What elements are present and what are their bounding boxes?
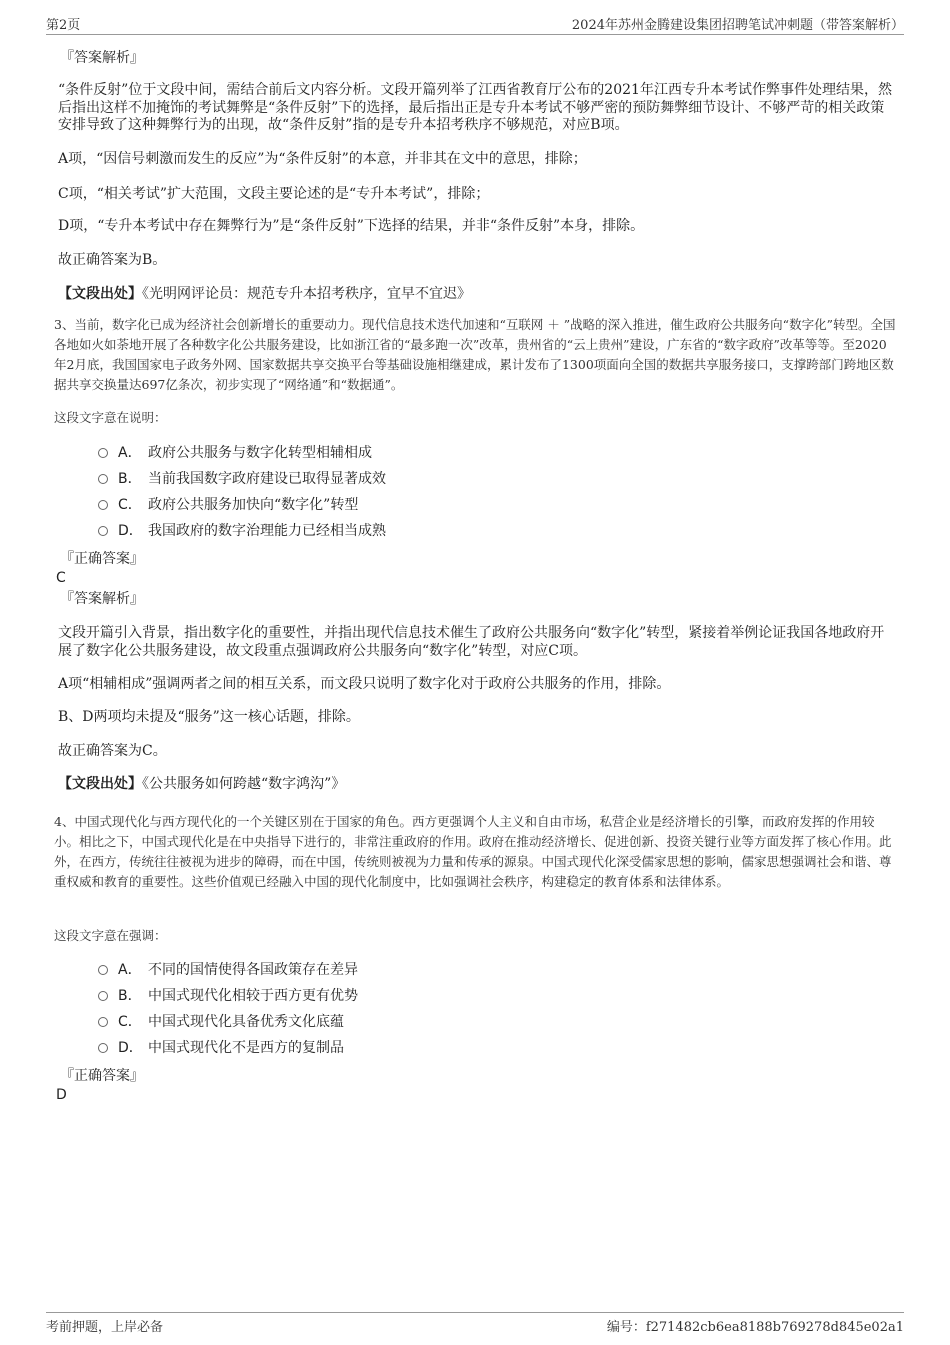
q3-analysis-main: 文段开篇引入背景，指出数字化的重要性，并指出现代信息技术催生了政府公共服务向“数字化”转型，紧接着举例论证我国各地政府开展了数字化公共服务建设，故文段重点强调政府公共服务向“数字化”转型，对应C项。 [58, 625, 885, 659]
q3-option-b[interactable]: B． 当前我国数字政府建设已取得显著成效 [98, 469, 386, 489]
radio-icon[interactable] [98, 474, 108, 484]
q4-option-d[interactable]: D． 中国式现代化不是西方的复制品 [98, 1038, 344, 1058]
q2-analysis-main: “条件反射”位于文段中间，需结合前后文内容分析。文段开篇列举了江西省教育厅公布的2021年江西专升本考试作弊事件处理结果，然后指出这样不加掩饰的考试舞弊是“条件反射”下的选择，最后指出正是专升本考试不够严密的预防舞弊细节设计、不够严苛的相关政策安排导致了这种舞弊行为的出现，故“条件反射”指的是专升本招考秩序不够规范，对应B项。 [58, 82, 892, 133]
radio-icon[interactable] [98, 448, 108, 458]
q2-analysis-a: A项，“因信号刺激而发生的反应”为“条件反射”的本意，并非其在文中的意思，排除； [58, 151, 587, 167]
q3-passage: 3、当前，数字化已成为经济社会创新增长的重要动力。现代信息技术迭代加速和“互联网 ＋ ”战略的深入推进，催生政府公共服务向“数字化”转型。全国各地如火如荼地开展了各种数字化公共服务建设，比如浙江省的“最多跑一次”改革，贵州省的“云上贵州”建设，广东省的“数字政府”改革等等。至2020年2月底，我国国家电子政务外网、国家数据共享交换平台等基础设施相继建成，累计发布了1300项面向全国的数据共享服务接口，支撑跨部门跨地区数据共享交换量达697亿条次，初步实现了“网络通”和“数据通”。 [54, 317, 896, 392]
q3-source-title: 《公共服务如何跨越“数字鸿沟”》 [142, 776, 346, 792]
q4-option-a[interactable]: A． 不同的国情使得各国政策存在差异 [98, 960, 358, 980]
q4-passage: 4、中国式现代化与西方现代化的一个关键区别在于国家的角色。西方更强调个人主义和自由市场，私营企业是经济增长的引擎，而政府发挥的作用较小。相比之下，中国式现代化是在中央指导下进行的，非常注重政府的作用。政府在推动经济增长、促进创新、投资关键行业等方面发挥了核心作用。此外，在西方，传统往往被视为进步的障碍，而在中国，传统则被视为力量和传承的源泉。中国式现代化深受儒家思想的影响，儒家思想强调社会和谐、尊重权威和教育的重要性。这些价值观已经融入中国的现代化制度中，比如强调社会秩序，构建稳定的教育体系和法律体系。 [54, 814, 892, 889]
q3-analysis-bd: B、D两项均未提及“服务”这一核心话题，排除。 [58, 709, 360, 725]
q3-source [58, 776, 345, 794]
page-header [46, 12, 904, 35]
q3-correct-answer: C [56, 570, 66, 586]
footer-slogan: 考前押题，上岸必备 [46, 1320, 164, 1335]
q4-option-b[interactable]: B． 中国式现代化相较于西方更有优势 [98, 986, 358, 1006]
q2-source-title: 《光明网评论员：规范专升本招考秩序，宜早不宜迟》 [142, 286, 471, 302]
radio-icon[interactable] [98, 991, 108, 1001]
page-footer [46, 1312, 904, 1337]
q3-option-a[interactable]: A． 政府公共服务与数字化转型相辅相成 [98, 443, 372, 463]
q3-correct-label: 『正确答案』 [60, 551, 144, 567]
radio-icon[interactable] [98, 1017, 108, 1027]
q3-option-c[interactable]: C． 政府公共服务加快向“数字化”转型 [98, 495, 358, 515]
q3-stem: 这段文字意在说明： [54, 410, 167, 425]
document-title: 2024年苏州金腾建设集团招聘笔试冲刺题（带答案解析） [571, 18, 904, 33]
q2-source [58, 286, 471, 304]
radio-icon[interactable] [98, 500, 108, 510]
q2-analysis-d: D项，“专升本考试中存在舞弊行为”是“条件反射”下选择的结果，并非“条件反射”本身，排除。 [58, 218, 645, 234]
q4-correct-label: 『正确答案』 [60, 1068, 144, 1084]
q3-source-label: 【文段出处】 [58, 776, 142, 792]
page-number: 第2页 [46, 18, 81, 33]
q2-source-label: 【文段出处】 [58, 286, 142, 302]
q4-option-c[interactable]: C． 中国式现代化具备优秀文化底蕴 [98, 1012, 344, 1032]
document-code: 编号：f271482cb6ea8188b769278d845e02a1 [606, 1320, 904, 1335]
q3-conclusion: 故正确答案为C。 [58, 743, 167, 759]
radio-icon[interactable] [98, 1043, 108, 1053]
q3-analysis-label: 『答案解析』 [60, 591, 144, 607]
q2-analysis-label: 『答案解析』 [60, 50, 144, 66]
q4-correct-answer: D [56, 1087, 67, 1103]
radio-icon[interactable] [98, 526, 108, 536]
q4-stem: 这段文字意在强调： [54, 928, 167, 943]
q3-analysis-a: A项“相辅相成”强调两者之间的相互关系，而文段只说明了数字化对于政府公共服务的作用，排除。 [58, 676, 671, 692]
q2-conclusion: 故正确答案为B。 [58, 252, 167, 268]
radio-icon[interactable] [98, 965, 108, 975]
q2-analysis-c: C项，“相关考试”扩大范围，文段主要论述的是“专升本考试”，排除； [58, 186, 490, 202]
q3-option-d[interactable]: D． 我国政府的数字治理能力已经相当成熟 [98, 521, 386, 541]
